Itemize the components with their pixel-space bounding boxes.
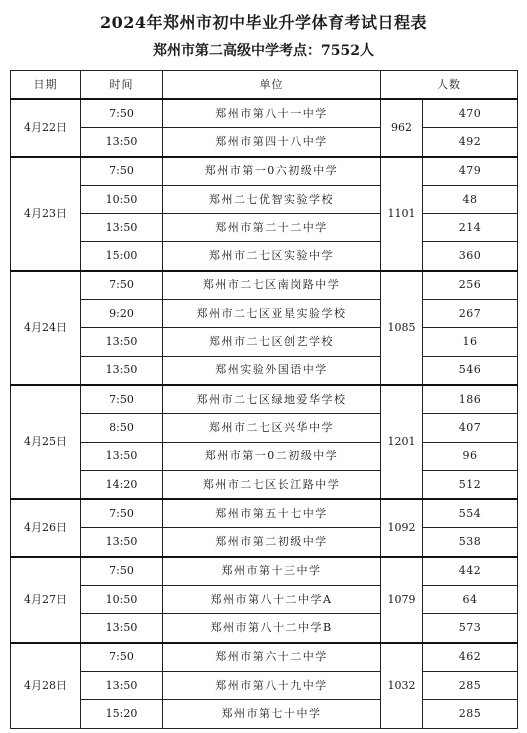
unit-cell: 郑州市第一0二初级中学 xyxy=(163,442,381,470)
time-cell: 13:50 xyxy=(81,671,163,699)
time-cell: 13:50 xyxy=(81,442,163,470)
day-total-cell: 962 xyxy=(381,99,423,157)
unit-cell: 郑州二七优智实验学校 xyxy=(163,185,381,213)
time-cell: 7:50 xyxy=(81,643,163,672)
date-cell: 4月24日 xyxy=(11,271,81,385)
header-count: 人数 xyxy=(381,71,518,100)
unit-cell: 郑州市二七区兴华中学 xyxy=(163,414,381,442)
table-row xyxy=(11,242,518,271)
time-cell: 15:20 xyxy=(81,700,163,728)
table-row xyxy=(11,385,518,414)
count-cell: 554 xyxy=(423,499,518,528)
page-title: 2024年郑州市初中毕业升学体育考试日程表 xyxy=(99,13,428,32)
page-subtitle: 郑州市第二高级中学考点：7552人 xyxy=(153,43,374,59)
header-time: 时间 xyxy=(81,71,163,100)
count-cell: 256 xyxy=(423,271,518,300)
day-total-cell: 1079 xyxy=(381,557,423,643)
unit-cell: 郑州市第六十二中学 xyxy=(163,643,381,672)
table-row xyxy=(11,499,518,528)
count-cell: 492 xyxy=(423,128,518,157)
time-cell: 13:50 xyxy=(81,328,163,356)
count-cell: 96 xyxy=(423,442,518,470)
count-cell: 285 xyxy=(423,671,518,699)
schedule-table xyxy=(10,70,518,729)
time-cell: 7:50 xyxy=(81,271,163,300)
time-cell: 7:50 xyxy=(81,99,163,128)
table-row xyxy=(11,557,518,586)
date-cell: 4月27日 xyxy=(11,557,81,643)
date-cell: 4月23日 xyxy=(11,157,81,271)
table-row xyxy=(11,328,518,356)
unit-cell: 郑州市第二初级中学 xyxy=(163,528,381,557)
unit-cell: 郑州市第八十一中学 xyxy=(163,99,381,128)
date-cell: 4月26日 xyxy=(11,499,81,557)
header-date: 日期 xyxy=(11,71,81,100)
unit-cell: 郑州市二七区亚星实验学校 xyxy=(163,300,381,328)
unit-cell: 郑州市第一0六初级中学 xyxy=(163,157,381,186)
unit-cell: 郑州市第八十二中学A xyxy=(163,586,381,614)
count-cell: 462 xyxy=(423,643,518,672)
time-cell: 7:50 xyxy=(81,499,163,528)
time-cell: 13:50 xyxy=(81,614,163,643)
time-cell: 13:50 xyxy=(81,214,163,242)
table-row xyxy=(11,271,518,300)
count-cell: 407 xyxy=(423,414,518,442)
table-row xyxy=(11,442,518,470)
count-cell: 360 xyxy=(423,242,518,271)
header-row xyxy=(11,71,518,100)
table-row xyxy=(11,356,518,385)
count-cell: 214 xyxy=(423,214,518,242)
unit-cell: 郑州市二七区实验中学 xyxy=(163,242,381,271)
count-cell: 573 xyxy=(423,614,518,643)
count-cell: 538 xyxy=(423,528,518,557)
time-cell: 10:50 xyxy=(81,586,163,614)
count-cell: 48 xyxy=(423,185,518,213)
time-cell: 15:00 xyxy=(81,242,163,271)
unit-cell: 郑州市第八十二中学B xyxy=(163,614,381,643)
table-row xyxy=(11,185,518,213)
unit-cell: 郑州市二七区南岗路中学 xyxy=(163,271,381,300)
count-cell: 512 xyxy=(423,470,518,499)
date-cell: 4月28日 xyxy=(11,643,81,728)
unit-cell: 郑州市二七区绿地爱华学校 xyxy=(163,385,381,414)
day-total-cell: 1201 xyxy=(381,385,423,499)
unit-cell: 郑州实验外国语中学 xyxy=(163,356,381,385)
unit-cell: 郑州市第七十中学 xyxy=(163,700,381,728)
unit-cell: 郑州市第四十八中学 xyxy=(163,128,381,157)
unit-cell: 郑州市第十三中学 xyxy=(163,557,381,586)
count-cell: 479 xyxy=(423,157,518,186)
unit-cell: 郑州市第八十九中学 xyxy=(163,671,381,699)
time-cell: 7:50 xyxy=(81,157,163,186)
time-cell: 13:50 xyxy=(81,356,163,385)
count-cell: 16 xyxy=(423,328,518,356)
day-total-cell: 1085 xyxy=(381,271,423,385)
time-cell: 13:50 xyxy=(81,528,163,557)
table-row xyxy=(11,528,518,557)
unit-cell: 郑州市二七区创艺学校 xyxy=(163,328,381,356)
table-row xyxy=(11,586,518,614)
count-cell: 546 xyxy=(423,356,518,385)
day-total-cell: 1101 xyxy=(381,157,423,271)
count-cell: 470 xyxy=(423,99,518,128)
schedule-body xyxy=(11,99,518,728)
time-cell: 7:50 xyxy=(81,557,163,586)
time-cell: 14:20 xyxy=(81,470,163,499)
table-row xyxy=(11,671,518,699)
count-cell: 267 xyxy=(423,300,518,328)
table-row xyxy=(11,157,518,186)
time-cell: 7:50 xyxy=(81,385,163,414)
table-row xyxy=(11,414,518,442)
table-row xyxy=(11,300,518,328)
day-total-cell: 1092 xyxy=(381,499,423,557)
table-row xyxy=(11,700,518,728)
table-row xyxy=(11,470,518,499)
unit-cell: 郑州市二七区长江路中学 xyxy=(163,470,381,499)
table-row xyxy=(11,614,518,643)
time-cell: 10:50 xyxy=(81,185,163,213)
count-cell: 442 xyxy=(423,557,518,586)
day-total-cell: 1032 xyxy=(381,643,423,728)
count-cell: 64 xyxy=(423,586,518,614)
count-cell: 186 xyxy=(423,385,518,414)
header-unit: 单位 xyxy=(163,71,381,100)
table-row xyxy=(11,99,518,128)
unit-cell: 郑州市第二十二中学 xyxy=(163,214,381,242)
count-cell: 285 xyxy=(423,700,518,728)
date-cell: 4月22日 xyxy=(11,99,81,157)
table-row xyxy=(11,214,518,242)
unit-cell: 郑州市第五十七中学 xyxy=(163,499,381,528)
time-cell: 9:20 xyxy=(81,300,163,328)
date-cell: 4月25日 xyxy=(11,385,81,499)
time-cell: 8:50 xyxy=(81,414,163,442)
table-row xyxy=(11,128,518,157)
time-cell: 13:50 xyxy=(81,128,163,157)
table-row xyxy=(11,643,518,672)
